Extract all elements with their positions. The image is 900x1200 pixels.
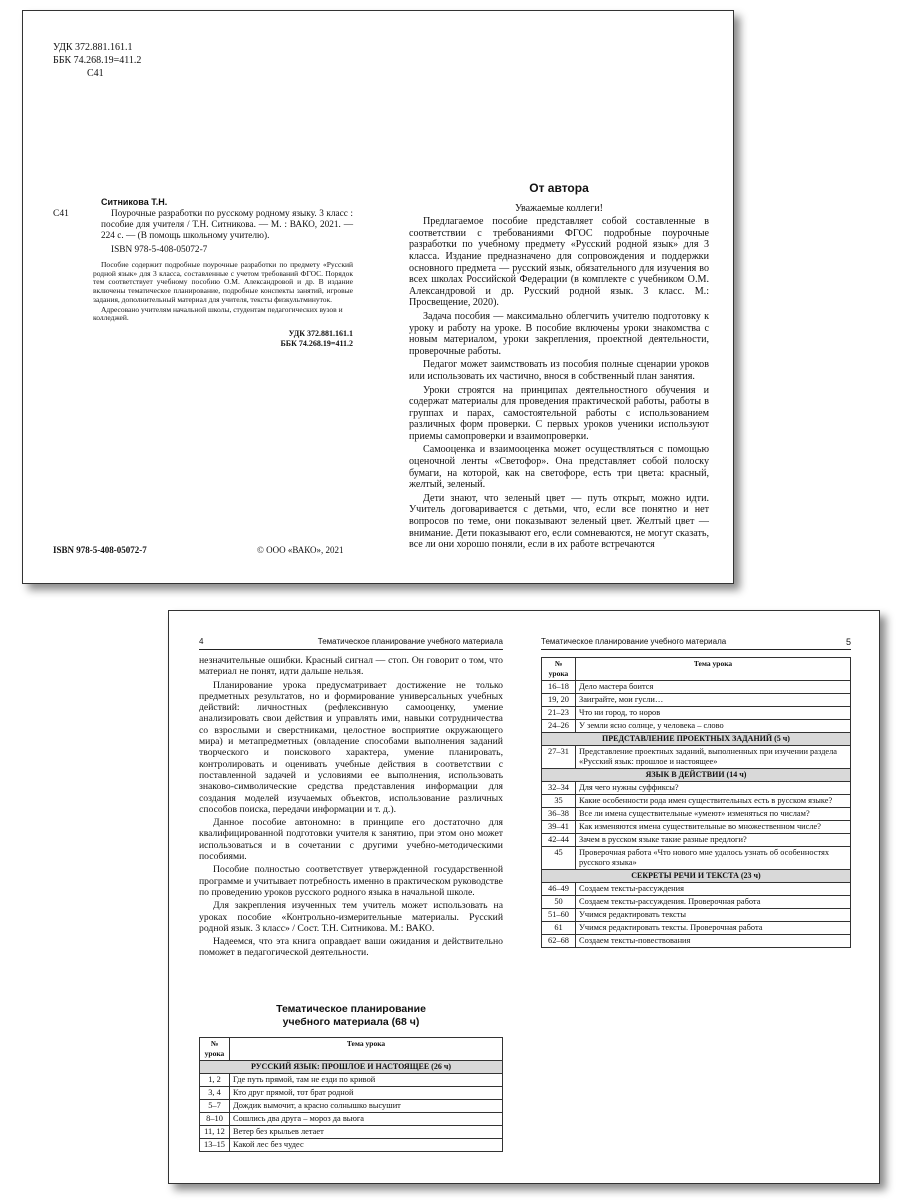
column-header-number: № урока [200,1038,230,1061]
table-row [542,821,851,834]
lesson-topic: Ветер без крыльев летает [230,1126,503,1139]
page-number: 4 [199,637,204,646]
table-row [542,681,851,694]
greeting: Уважаемые коллеги! [515,202,603,214]
lesson-number: 11, 12 [200,1126,230,1139]
table-row [542,847,851,870]
bottom-book-spread [168,610,880,1184]
lesson-topic: Как изменяются имена существительные во множественном числе? [576,821,851,834]
continuation-paragraph: незначительные ошибки. Красный сигнал — стоп. Он говорит о том, что материал не понят, идти дальше нельзя. [199,655,503,678]
table-header-row [542,658,851,681]
table-row [200,1074,503,1087]
lesson-number: 51–60 [542,909,576,922]
lesson-number: 35 [542,795,576,808]
preface-paragraph: Предлагаемое пособие представляет собой составленные в соответствии с требованиями ФГОС подробные поурочные разработки по учебному предмету «Русский родной язык» для 3 класса. Издание предназначено для сопровождения и поддержки основного предмета — русский язык, обязательного для изучения во всех школах Российской Федерации (в комплекте с учебником О.М. Александровой и др. Русский родной язык. 3 класс. М.: Просвещение, 2020). [409,216,709,309]
table-row [542,922,851,935]
table-row [542,795,851,808]
preface-paragraph: Задача пособия — максимально облегчить учителю подготовку к уроку и работу на уроке. В пособие включены уроки знакомства с новым материалом, уроки закрепления, проектной деятельности, проверочные работы. [409,310,709,357]
lesson-topic: Создаем тексты-повествования [576,935,851,948]
lesson-topic: Дождик вымочит, а красно солнышко высушит [230,1100,503,1113]
table-row [542,707,851,720]
annotation: Пособие содержит подробные поурочные разработки по предмету «Русский родной язык» для 3 класса, составленные с учетом требований ФГОС. Порядок тем соответствует учебному пособию О.М. Александровой и др. В издание включены тематическое планирование, подробные конспекты занятий, игровые задания, дополнительный материал для учителя, тексты физкультминуток. [93,260,353,304]
lesson-number: 42–44 [542,834,576,847]
body-paragraph: Планирование урока предусматривает достижение не только предметных результатов, но и формирование универсальных учебных действий: личностных (рефлексивную самооценку, умение анализировать свои действия и управлять ими, навыки сотрудничества со взрослыми и сверстниками, целостное восприятие окружающего мира) и метапредметных (овладение способами выполнения заданий творческого и поискового характера, умение планировать, контролировать и оценивать учебные действия в соответствии с поставленной задачей и условиями ее выполнения, использовать знаково-символические средства представления информации для создания моделей изучаемых объектов, использование различных способов поиска, передачи информации и т. д.). [199,679,503,815]
lesson-number: 62–68 [542,935,576,948]
lesson-topic: Сошлись два друга – мороз да вьюга [230,1113,503,1126]
lesson-topic: Заиграйте, мои гусли… [576,694,851,707]
lesson-topic: Где путь прямой, там не езди по кривой [230,1074,503,1087]
lesson-plan-table [541,657,851,948]
table-section-row [542,870,851,883]
table-row [200,1139,503,1152]
lesson-number: 8–10 [200,1113,230,1126]
table-row [542,883,851,896]
body-paragraph: Данное пособие автономно: в принципе его достаточно для квалифицированной подготовки учителя к занятию, при этом оно может использоваться и в сочетании с другими учебно-методическими пособиями. [199,817,503,863]
lesson-number: 3, 4 [200,1087,230,1100]
lesson-number: 36–38 [542,808,576,821]
lesson-number: 5–7 [200,1100,230,1113]
page-5 [525,611,881,1183]
page-4 [169,611,525,1183]
catalog-code: С41 [53,209,69,219]
lesson-topic: Создаем тексты-рассуждения [576,883,851,896]
table-row [542,720,851,733]
lesson-topic: Дело мастера боится [576,681,851,694]
bbk-bold: ББК 74.268.19=411.2 [280,338,353,348]
lesson-number: 19, 20 [542,694,576,707]
column-header-topic: Тема урока [576,658,851,681]
lesson-topic: Все ли имена существительные «умеют» изменяться по числам? [576,808,851,821]
running-head: Тематическое планирование учебного материала [541,637,727,646]
lesson-number: 1, 2 [200,1074,230,1087]
lesson-number: 50 [542,896,576,909]
imprint-page [23,11,379,583]
lesson-number: 39–41 [542,821,576,834]
lesson-topic: Зачем в русском языке такие разные предлоги? [576,834,851,847]
body-paragraph: Надеемся, что эта книга оправдает ваши ожидания и действительно поможет в педагогической деятельности. [199,936,503,959]
page-body [199,655,503,961]
section-title [199,1003,503,1029]
top-book-spread [22,10,734,584]
lesson-number: 16–18 [542,681,576,694]
lesson-number: 27–31 [542,746,576,769]
udk-bold: УДК 372.881.161.1 [288,328,353,338]
lesson-topic: Проверочная работа «Что нового мне удалось узнать об особенностях русского языка» [576,847,851,870]
section-heading: ЯЗЫК В ДЕЙСТВИИ (14 ч) [542,769,851,782]
column-header-topic: Тема урока [230,1038,503,1061]
table-row [200,1100,503,1113]
running-head: Тематическое планирование учебного материала [317,637,503,646]
preface-paragraph: Педагог может заимствовать из пособия полные сценарии уроков или использовать их частично, внося в собственный план занятия. [409,359,709,382]
section-title-line: Тематическое планирование [276,1003,426,1015]
section-heading: РУССКИЙ ЯЗЫК: ПРОШЛОЕ И НАСТОЯЩЕЕ (26 ч) [200,1061,503,1074]
section-title-line: учебного материала (68 ч) [282,1016,420,1028]
lesson-topic: Какой лес без чудес [230,1139,503,1152]
author-name: Ситникова Т.Н. [101,197,168,207]
preface-paragraph: Уроки строятся на принципах деятельностного обучения и содержат материалы для проведения практической работы, работы в группах и парах, самостоятельной работы с использованием различных форм проверки. С первых уроков ученики используют приемы самопроверки и взаимопроверки. [409,384,709,442]
preface-paragraph: Самооценка и взаимооценка может осуществляться с помощью оценочной ленты «Светофор». Она представляет собой полоску бумаги, на которой, как на светофоре, есть три цвета: красный, желтый, зеленый. [409,444,709,491]
preface-paragraph: Дети знают, что зеленый цвет — путь открыт, можно идти. Учитель договаривается с детьми, что, если все понятно и нет вопросов по теме, они показывают зеленый цвет. Желтый цвет — внимание. Дети показывают его, если сомневаются, не могут сказать, все ли они хорошо поняли, если в их работе встречаются [409,492,709,551]
lesson-topic: Учимся редактировать тексты [576,909,851,922]
table-row [542,746,851,769]
section-heading: ПРЕДСТАВЛЕНИЕ ПРОЕКТНЫХ ЗАДАНИЙ (5 ч) [542,733,851,746]
table-row [542,808,851,821]
bibliographic-record [53,197,353,349]
footer-copyright: © ООО «ВАКО», 2021 [257,545,344,555]
table-row [542,834,851,847]
lesson-number: 21–23 [542,707,576,720]
lesson-topic: У земли ясно солнце, у человека – слово [576,720,851,733]
bold-codes [53,329,353,349]
running-header [541,637,851,650]
table-row [542,896,851,909]
isbn-line: ISBN 978-5-408-05072-7 [111,245,208,255]
lesson-number: 61 [542,922,576,935]
page-number: 5 [845,637,851,647]
lesson-number: 32–34 [542,782,576,795]
section-heading: СЕКРЕТЫ РЕЧИ И ТЕКСТА (23 ч) [542,870,851,883]
body-paragraph: Пособие полностью соответствует утвержденной государственной программе и учитывает потребность именно в практическом руководстве по проведению уроков русского родного языка в начальной школе. [199,864,503,898]
table-section-row [542,769,851,782]
table-row [542,782,851,795]
table-section-row [542,733,851,746]
audience-note: Адресовано учителям начальной школы, студентам педагогических вузов и колледжей. [93,304,343,323]
udk-code: УДК 372.881.161.1 [53,42,133,53]
table-row [542,694,851,707]
body-paragraph: Для закрепления изученных тем учитель может использовать на уроках пособие «Контрольно-измерительные материалы. Русский родной язык. 3 класс» / Сост. Т.Н. Ситникова. М.: ВАКО. [199,900,503,934]
running-header [199,637,503,650]
lesson-topic: Для чего нужны суффиксы? [576,782,851,795]
lesson-topic: Создаем тексты-рассуждения. Проверочная работа [576,896,851,909]
table-row [200,1087,503,1100]
bbk-code: ББК 74.268.19=411.2 [53,55,142,66]
table-row [542,935,851,948]
table-row [542,909,851,922]
classification-codes [53,41,141,80]
lesson-topic: Кто друг прямой, тот брат родной [230,1087,503,1100]
lesson-plan-table [199,1037,503,1152]
footer-isbn: ISBN 978-5-408-05072-7 [53,545,147,555]
column-header-number: № урока [542,658,576,681]
preface-heading: От автора [529,181,589,195]
table-row [200,1113,503,1126]
lesson-number: 46–49 [542,883,576,896]
table-header-row [200,1038,503,1061]
table-section-row [200,1061,503,1074]
lesson-topic: Учимся редактировать тексты. Проверочная работа [576,922,851,935]
author-code: С41 [87,68,104,79]
bibliographic-entry: Поурочные разработки по русскому родному языку. 3 класс : пособие для учителя / Т.Н. Ситникова. — М. : ВАКО, 2021. — 224 с. — (В помощь школьному учителю). [101,209,353,241]
table-row [200,1126,503,1139]
preface [409,183,709,553]
lesson-topic: Представление проектных заданий, выполненных при изучении раздела «Русский язык: прошлое и настоящее» [576,746,851,769]
lesson-number: 45 [542,847,576,870]
lesson-number: 13–15 [200,1139,230,1152]
lesson-number: 24–26 [542,720,576,733]
preface-page [379,11,735,583]
lesson-topic: Какие особенности рода имен существительных есть в русском языке? [576,795,851,808]
lesson-topic: Что ни город, то норов [576,707,851,720]
